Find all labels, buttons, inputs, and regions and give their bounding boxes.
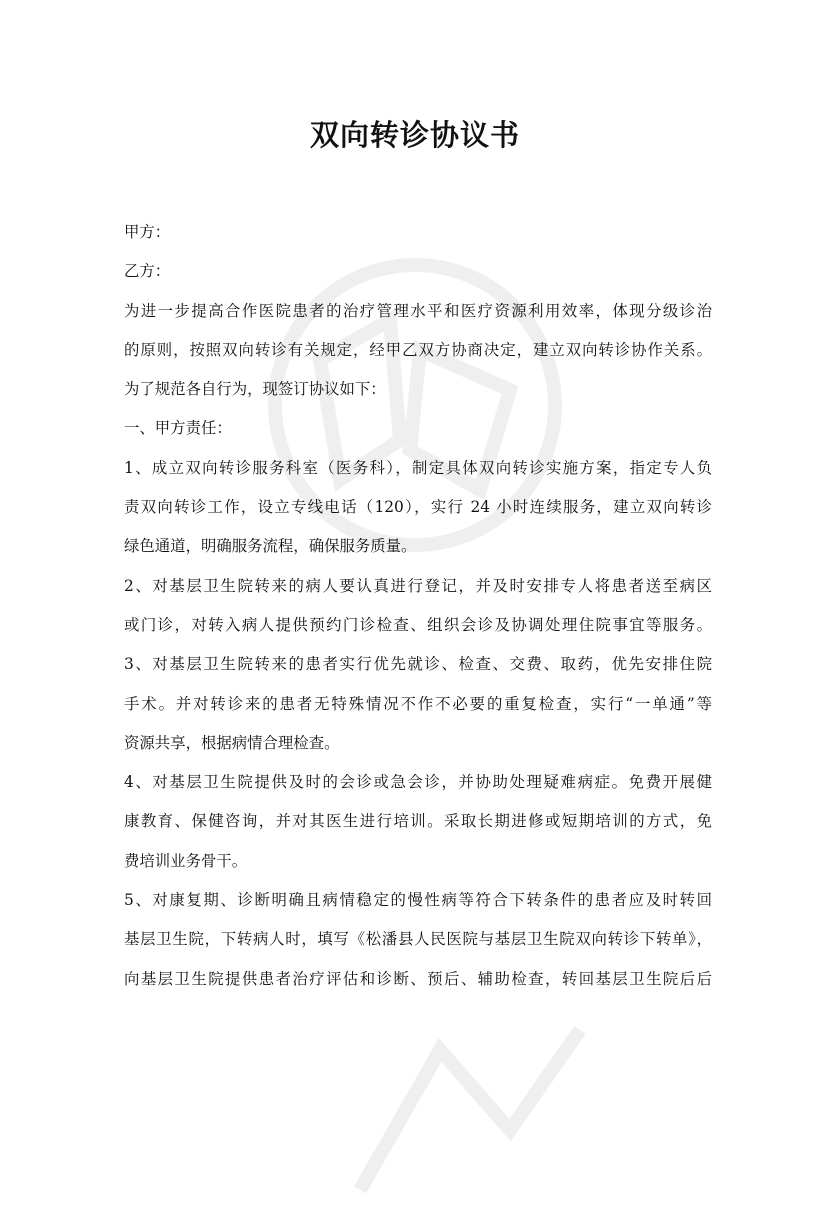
- party-b-label: 乙方：: [124, 262, 171, 281]
- clause-2: [124, 567, 712, 646]
- clause-line: 基层卫生院，下转病人时，填写《松潘县人民医院与基层卫生院双向转诊下转单》，: [124, 930, 712, 949]
- clause-line: 资源共享，根据病情合理检查。: [124, 733, 340, 752]
- clause-line: 责双向转诊工作，设立专线电话（120），实行 24 小时连续服务，建立双向转诊: [124, 498, 712, 517]
- clause-4: [124, 763, 712, 881]
- party-a-label: 甲方：: [124, 223, 171, 241]
- clause-line: 3、对基层卫生院转来的患者实行优先就诊、检查、交费、取药，优先安排住院: [124, 655, 712, 674]
- clause-line: 4、对基层卫生院提供及时的会诊或急会诊，并协助处理疑难病症。免费开展健: [124, 773, 712, 792]
- clause-line: 1、成立双向转诊服务科室（医务科），制定具体双向转诊实施方案，指定专人负: [124, 458, 712, 477]
- clause-line: 费培训业务骨干。: [124, 851, 248, 870]
- clause-line: 康教育、保健咨询，并对其医生进行培训。采取长期进修或短期培训的方式，免: [124, 812, 712, 831]
- intro-line: 为进一步提高合作医院患者的治疗管理水平和医疗资源利用效率，体现分级诊治: [124, 301, 712, 320]
- document-body: [124, 213, 712, 999]
- section-a-heading: 一、甲方责任：: [124, 419, 232, 438]
- clause-line: 绿色通道，明确服务流程，确保服务质量。: [124, 537, 417, 556]
- clause-line: 5、对康复期、诊断明确且病情稳定的慢性病等符合下转条件的患者应及时转回: [124, 891, 712, 910]
- watermark-mark-icon: [330, 1010, 610, 1210]
- clause-5: [124, 881, 712, 999]
- intro-line: 为了规范各自行为，现签订协议如下：: [124, 380, 386, 399]
- clause-line: 向基层卫生院提供患者治疗评估和诊断、预后、辅助检查，转回基层卫生院后后: [124, 969, 712, 988]
- clause-line: 手术。并对转诊来的患者无特殊情况不作不必要的重复检查，实行“一单通”等: [124, 694, 712, 713]
- intro-paragraph: [124, 292, 712, 410]
- clause-line: 或门诊，对转入病人提供预约门诊检查、组织会诊及协调处理住院事宜等服务。: [124, 615, 712, 634]
- document-title: 双向转诊协议书: [309, 118, 520, 152]
- clause-line: 2、对基层卫生院转来的病人要认真进行登记，并及时安排专人将患者送至病区: [124, 576, 712, 595]
- clause-1: [124, 449, 712, 567]
- clause-3: [124, 645, 712, 763]
- intro-line: 的原则，按照双向转诊有关规定，经甲乙双方协商决定，建立双向转诊协作关系。: [124, 340, 712, 359]
